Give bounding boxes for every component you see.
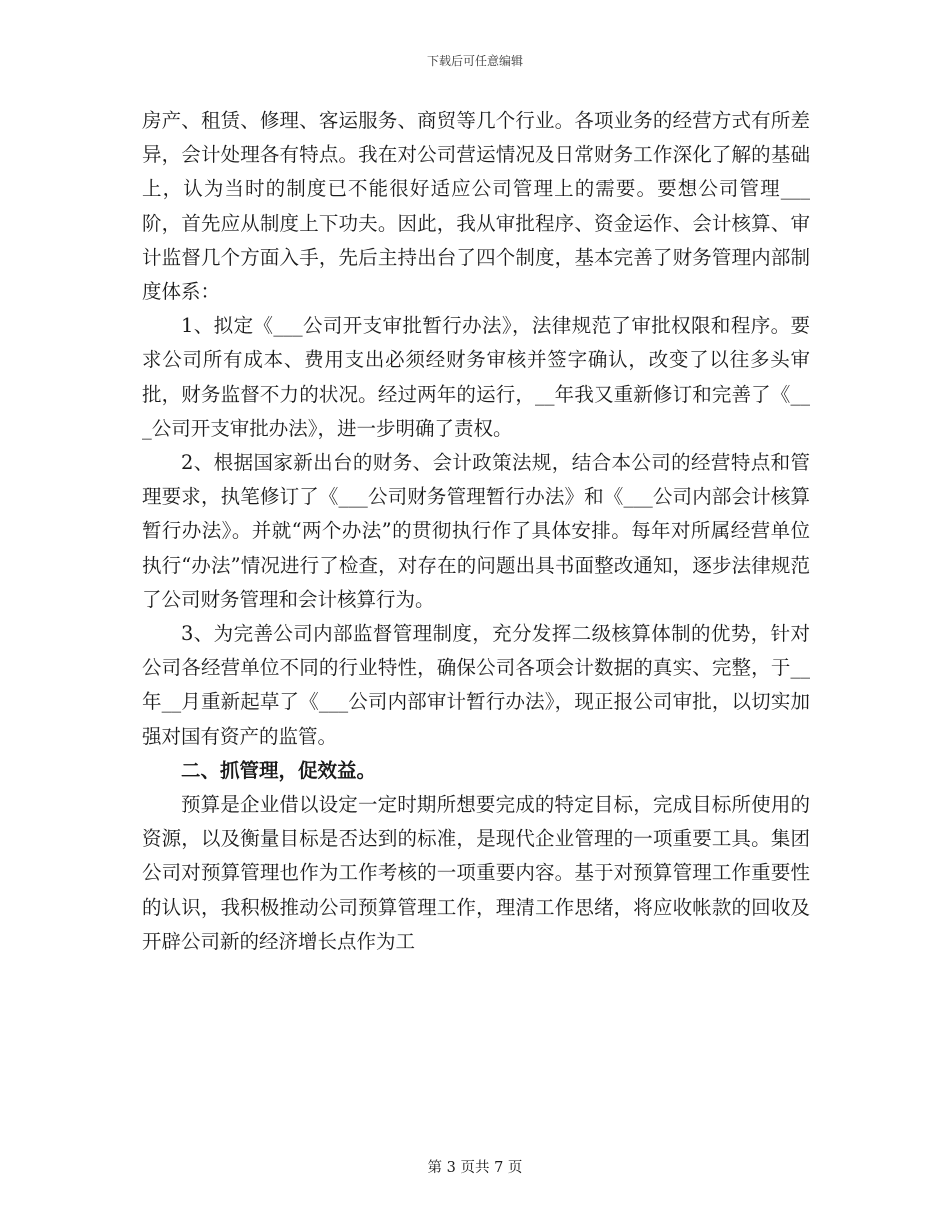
page-header: 下载后可任意编辑 bbox=[426, 54, 523, 68]
paragraph-item-2: 2、根据国家新出台的财务、会计政策法规，结合本公司的经营特点和管理要求，执笔修订了《___公司财务管理暂行办法》和《___公司内部会计核算暂行办法》。并就“两个办法”的贯彻执行作了具体安排。每年对所属经营单位执行“办法”情况进行了检查，对存在的问题出具书面整改通知，逐步法律规范了公司财务管理和会计核算行为。 bbox=[142, 451, 810, 611]
paragraph-item-1: 1、拟定《___公司开支审批暂行办法》，法律规范了审批权限和程序。要求公司所有成本、费用支出必须经财务审核并签字确认，改变了以往多头审批，财务监督不力的状况。经过两年的运行，__年我又重新修订和完善了《___公司开支审批办法》，进一步明确了责权。 bbox=[142, 314, 810, 440]
paragraph-budget: 预算是企业借以设定一定时期所想要完成的特定目标，完成目标所使用的资源，以及衡量目标是否达到的标准，是现代企业管理的一项重要工具。集团公司对预算管理也作为工作考核的一项重要内容。基于对预算管理工作重要性的认识，我积极推动公司预算管理工作，理清工作思绪，将应收帐款的回收及开辟公司新的经济增长点作为工 bbox=[142, 793, 810, 953]
section-heading: 二、抓管理，促效益。 bbox=[181, 758, 377, 782]
document-body bbox=[142, 104, 810, 959]
paragraph-continuation: 房产、租赁、修理、客运服务、商贸等几个行业。各项业务的经营方式有所差异，会计处理各有特点。我在对公司营运情况及日常财务工作深化了解的基础上，认为当时的制度已不能很好适应公司管理上的需要。要想公司管理___阶，首先应从制度上下功夫。因此，我从审批程序、资金运作、会计核算、审计监督几个方面入手，先后主持出台了四个制度，基本完善了财务管理内部制度体系： bbox=[142, 109, 810, 304]
paragraph-item-3: 3、为完善公司内部监督管理制度，充分发挥二级核算体制的优势，针对公司各经营单位不同的行业特性，确保公司各项会计数据的真实、完整，于__年__月重新起草了《___公司内部审计暂行办法》，现正报公司审批，以切实加强对国有资产的监管。 bbox=[142, 622, 810, 748]
page-number: 第 3 页共 7 页 bbox=[427, 1160, 523, 1176]
